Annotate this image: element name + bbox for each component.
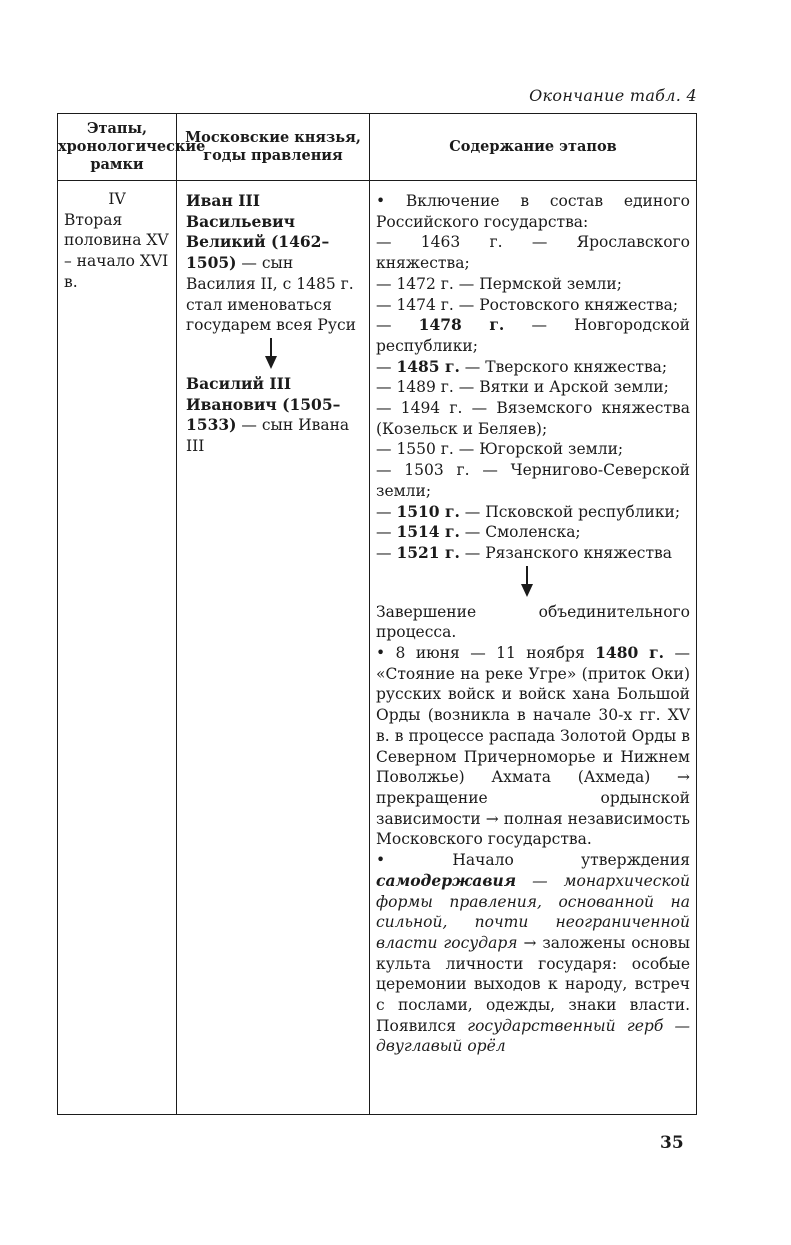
annexation-item: — 1485 г. — Тверского княжества; [376, 356, 668, 376]
prince-ivan-iii-name: Иван III Васильевич Великий (1462–1505) [186, 191, 330, 273]
table-row [58, 181, 697, 1115]
annexation-item: — 1472 г. — Пермской земли; [376, 274, 622, 293]
annexation-item: — 1514 г. — Смоленска; [376, 522, 581, 542]
prince-vasily-iii [186, 374, 363, 457]
annexation-item: — 1474 г. — Ростовского княжества; [376, 295, 679, 314]
annexation-item: — 1478 г. — Новгородской республики; [376, 315, 690, 355]
annexation-item: — 1503 г. — Чернигово-Северской земли; [376, 461, 690, 500]
down-arrow-icon [264, 338, 278, 370]
ugra-standoff: • 8 июня — 11 ноября 1480 г. — «Стояние на реке Угре» (приток Оки) русских войск и войск хана Большой Орды (возникла в начале 30-х гг. XV в. в процессе распада Золотой Орды в Северном Причерноморье и Нижнем Поволжье) Ахмата (Ахмеда) → прекращение ордынской зависимости → полная независимость Московского государства. [376, 643, 690, 849]
completion-text: Завершение объединительного процесса. [376, 602, 690, 642]
annexation-item: — 1463 г. — Ярославского княжества; [376, 233, 690, 273]
header-princes: Московские князья, годы правления [177, 114, 370, 181]
prince-ivan-iii-desc: — сын Василия II, с 1485 г. стал именоваться государем всея Руси [186, 254, 356, 335]
stage-period: Вторая половина XV – начало XVI в. [64, 210, 169, 291]
annexation-item: — 1489 г. — Вятки и Арской земли; [376, 378, 669, 397]
princes-cell [177, 181, 370, 1115]
annexation-item: — 1550 г. — Югорской земли; [376, 440, 624, 459]
header-stages: Этапы, хронологические рамки [58, 114, 177, 181]
annexation-list [376, 232, 690, 563]
annexation-item: — 1521 г. — Рязанского княжества [376, 542, 672, 562]
header-content: Содержание этапов [370, 114, 697, 181]
completion-arrow [376, 564, 690, 602]
table-caption: Окончание табл. 4 [529, 86, 697, 105]
prince-ivan-iii [186, 191, 363, 336]
autocracy-paragraph: • Начало утверждения самодержавия — монархической формы правления, основанной на сильной, почти неограниченной власти государя → заложены основы культа личности государя: особые церемонии выходов к народу, встреч с послами, одежды, знаки власти. Появился государственный герб — двуглавый орёл [376, 851, 691, 1056]
down-arrow-icon [520, 566, 534, 598]
annexation-item: — 1510 г. — Псковской республики; [376, 501, 681, 521]
history-table [57, 113, 697, 1115]
annexation-item: — 1494 г. — Вяземского княжества (Козельск и Беляев); [376, 399, 690, 438]
prince-vasily-iii-desc: — сын Ивана III [186, 416, 350, 456]
table-header-row [58, 114, 697, 181]
stage-cell [58, 181, 177, 1115]
annexation-intro: • Включение в состав единого Российского государства: [376, 192, 690, 231]
succession-arrow [186, 336, 363, 374]
page-number: 35 [660, 1133, 684, 1153]
content-cell [370, 181, 697, 1115]
prince-vasily-iii-name: Василий III Иванович (1505–1533) [186, 373, 341, 435]
stage-number: IV [108, 190, 126, 208]
